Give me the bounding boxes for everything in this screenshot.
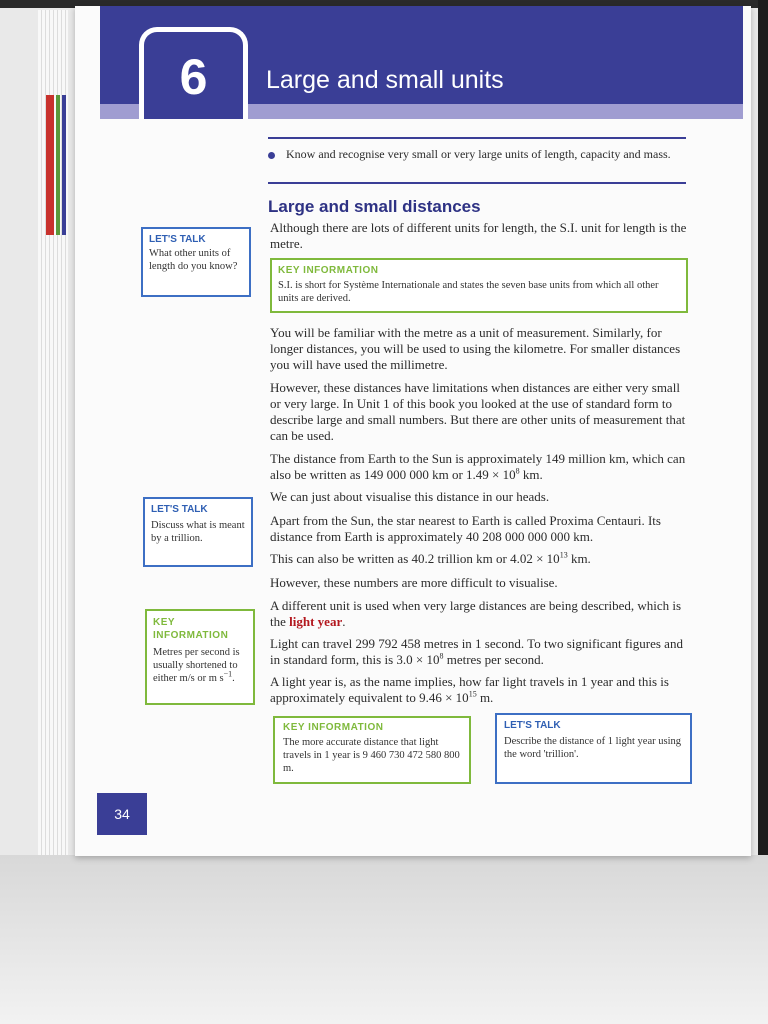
earth-sun-text: The distance from Earth to the Sun is approximately 149 million km, which can also be written as 149 000 000 km or 1.49 × 10 <box>270 451 686 482</box>
objective-text: Know and recognise very small or very large units of length, capacity and mass. <box>286 147 671 161</box>
paragraph-light-year <box>270 598 690 630</box>
lets-talk-text: Describe the distance of 1 light year using the word 'trillion'. <box>504 736 681 760</box>
key-information-box-metres-per-second <box>145 609 255 705</box>
paragraph-earth-sun <box>270 451 690 483</box>
paragraph-trillion <box>270 551 690 567</box>
objective-top-rule <box>268 137 686 139</box>
learning-objective <box>268 146 686 163</box>
key-information-heading: KEY INFORMATION <box>278 265 379 276</box>
paragraph-light-year-distance <box>270 674 690 706</box>
lets-talk-text: Discuss what is meant by a trillion. <box>151 520 245 544</box>
lets-talk-text: What other units of length do you know? <box>149 248 238 272</box>
exponent: −1 <box>223 669 233 679</box>
earth-sun-unit: km. <box>519 467 543 482</box>
lets-talk-box-units <box>141 227 251 297</box>
scan-background <box>0 855 768 1024</box>
paragraph-difficult: However, these numbers are more difficult to visualise. <box>270 575 558 590</box>
key-term-light-year: light year <box>289 614 343 629</box>
paragraph-si-unit: Although there are lots of different units for length, the S.I. unit for length is the metre. <box>270 220 687 251</box>
paragraph-light-speed <box>270 636 690 668</box>
key-information-box-light-year <box>273 716 471 784</box>
lets-talk-heading: LET'S TALK <box>504 720 561 731</box>
unit-number: 6 <box>139 27 248 119</box>
scan-right-edge <box>758 0 768 870</box>
exponent: 15 <box>468 689 477 699</box>
key-information-heading: KEY INFORMATION <box>283 722 384 733</box>
light-speed-unit: metres per second. <box>443 652 544 667</box>
light-year-intro: A different unit is used when very large distances are being described, which is the <box>270 598 682 629</box>
key-information-text: S.I. is short for Système Internationale and states the seven base units from which all other units are derived. <box>278 280 659 304</box>
lets-talk-heading: LET'S TALK <box>149 234 206 245</box>
key-information-text <box>153 646 247 685</box>
light-year-period: . <box>342 614 346 629</box>
bullet-icon <box>268 152 275 159</box>
metres-per-second-text: Metres per second is usually shortened to either m/s or m s <box>153 647 240 684</box>
paragraph-proxima: Apart from the Sun, the star nearest to Earth is called Proxima Centauri. Its distance from Earth is approximately 40 208 000 000 000 km. <box>270 513 661 544</box>
trillion-unit: km. <box>567 551 591 566</box>
objective-bottom-rule <box>268 182 686 184</box>
lets-talk-box-trillion <box>495 713 692 784</box>
paragraph-visualise: We can just about visualise this distance in our heads. <box>270 489 550 504</box>
key-information-text: The more accurate distance that light travels in 1 year is 9 460 730 472 580 800 m. <box>283 737 460 774</box>
light-year-distance-unit: m. <box>476 690 494 705</box>
paragraph-limitations: However, these distances have limitations when distances are either very small or very large. In Unit 1 of this book you looked at the use of standard form to describe large and small numbers. But there are other units of measurement that can be used. <box>270 380 686 443</box>
book-edge-color-tabs <box>44 95 70 235</box>
key-information-box-si <box>270 258 688 313</box>
lets-talk-box-trillion-meaning <box>143 497 253 567</box>
exponent: 8 <box>439 651 444 661</box>
unit-title: Large and small units <box>266 66 504 94</box>
metres-per-second-period: . <box>232 673 235 684</box>
light-year-distance-text: A light year is, as the name implies, how far light travels in 1 year and this is approximately equivalent to 9.46 × 10 <box>270 674 669 705</box>
page-number: 34 <box>97 793 147 835</box>
key-information-heading: KEY INFORMATION <box>153 617 229 641</box>
trillion-text: This can also be written as 40.2 trillion km or 4.02 × 10 <box>270 551 560 566</box>
paragraph-familiar-units: You will be familiar with the metre as a unit of measurement. Similarly, for longer distances, you will be used to using the kilometre. For smaller distances you will have used the millimetre. <box>270 325 681 372</box>
exponent: 13 <box>559 550 568 560</box>
exponent: 8 <box>515 466 520 476</box>
light-speed-text: Light can travel 299 792 458 metres in 1 second. To two significant figures and in standard form, this is 3.0 × 10 <box>270 636 683 667</box>
section-heading: Large and small distances <box>268 197 481 216</box>
lets-talk-heading: LET'S TALK <box>151 504 208 515</box>
